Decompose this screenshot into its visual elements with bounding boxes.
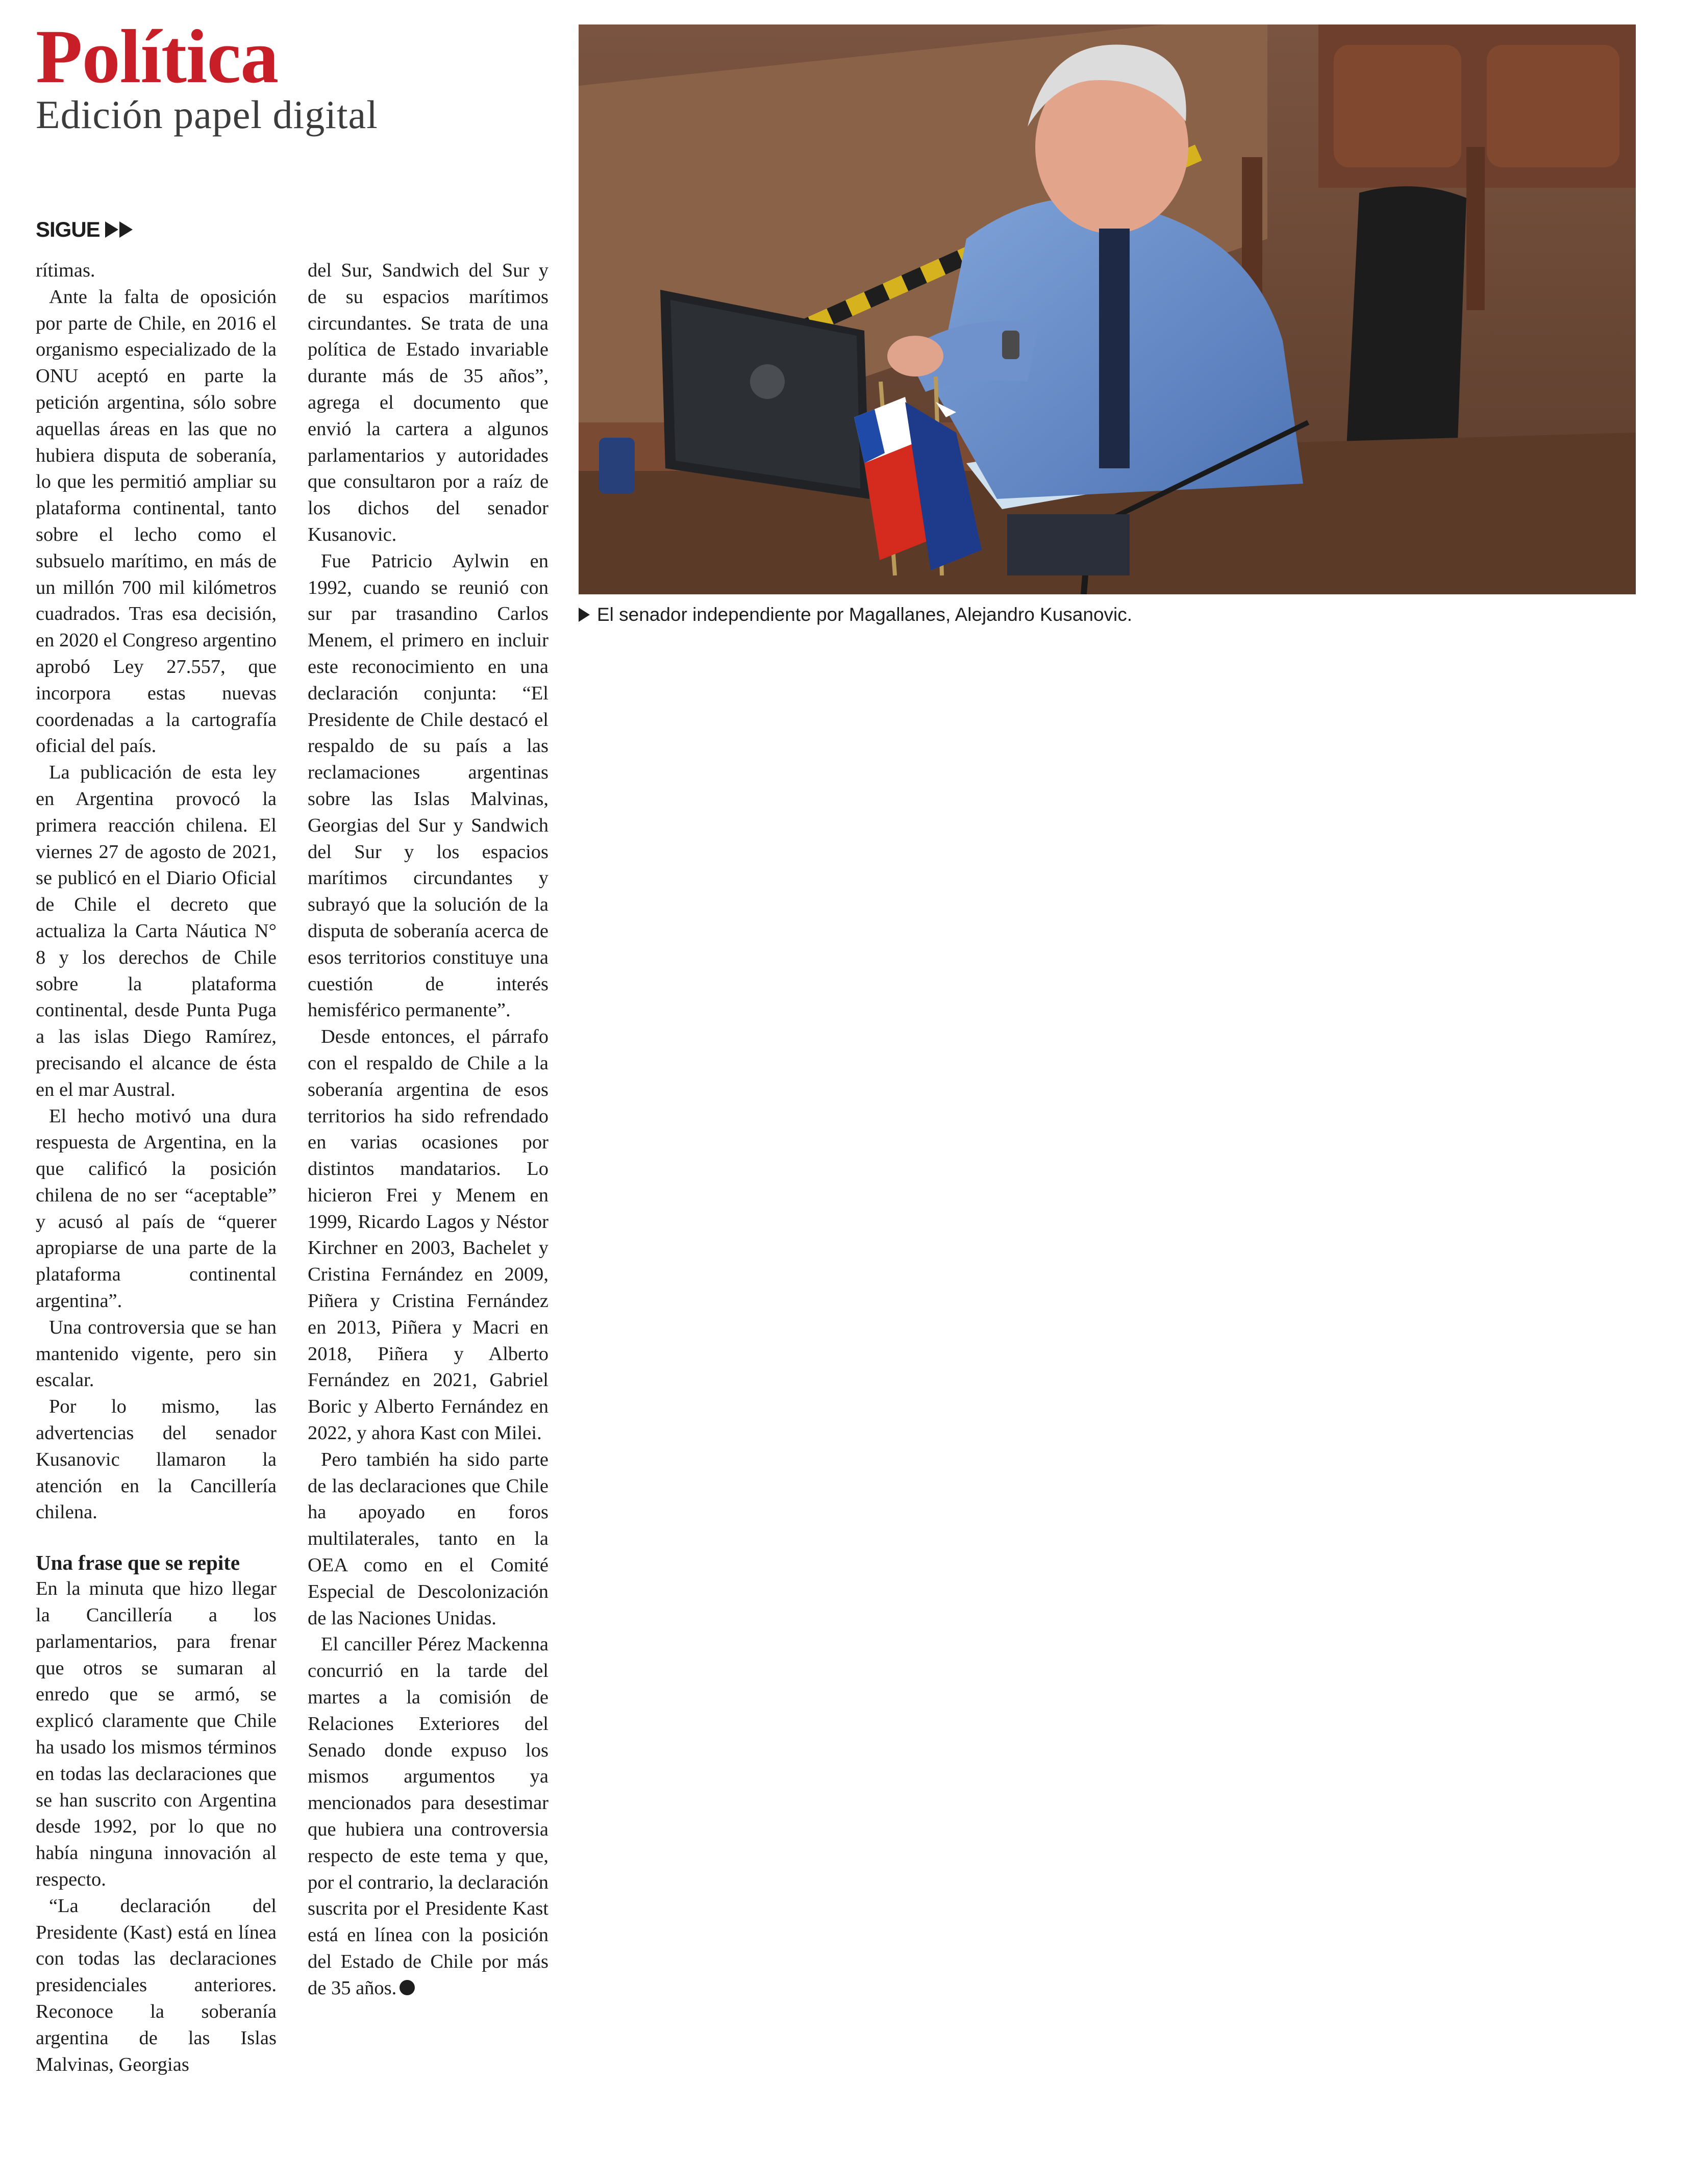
section-title: Política [36,14,279,99]
double-arrow-icon [105,221,133,238]
paragraph-final [308,1631,548,2001]
paragraph: Pero también ha sido parte de las declaraciones que Chile ha apoyado en foros multilaterales, tanto en la OEA como en el Comité Especial de Descolonización de las Naciones Unidas. [308,1448,548,1629]
photo-illustration [579,24,1636,594]
paragraph: del Sur, Sandwich del Sur y de su espacios marítimos circundantes. Se trata de una política de Estado invariable durante más de 35 años”, agrega el documento que envió la cartera a algunos parlamentarios y autoridades que consultaron por a raíz de los dichos del senador Kusanovic. [308,260,548,545]
paragraph: Por lo mismo, las advertencias del senador Kusanovic llamaron la atención en la Cancillería chilena. [36,1396,277,1523]
article-column-1 [36,258,277,2078]
paragraph: La publicación de esta ley en Argentina provocó la primera reacción chilena. El viernes 27 de agosto de 2021, se publicó en el Diario Oficial de Chile el decreto que actualiza la Carta Náutica N° 8 y los derechos de Chile sobre la plataforma continental, desde Punta Puga a las islas Diego Ramírez, precisando el alcance de ésta en el mar Austral. [36,762,277,1100]
paragraph: “La declaración del Presidente (Kast) está en línea con todas las declaraciones presidenciales anteriores. Reconoce la soberanía argentina de las Islas Malvinas, Georgias [36,1895,277,2075]
paragraph: En la minuta que hizo llegar la Cancillería a los parlamentarios, para frenar que otros se sumaran al enredo que se armó, se explicó claramente que Chile ha usado los mismos términos en todas las declaraciones que se han suscrito con Argentina desde 1992, por lo que no había ninguna innovación al respecto. [36,1578,277,1891]
article-column-2 [308,258,548,2002]
caption-text: El senador independiente por Magallanes, Alejandro Kusanovic. [597,604,1133,625]
end-of-article-icon [400,1980,415,1995]
paragraph: Ante la falta de oposición por parte de Chile, en 2016 el organismo especializado de la ONU aceptó en parte la petición argentina, sólo sobre aquellas áreas en las que no hubiera disputa de soberanía, lo que les permitió ampliar su plataforma continental, tanto sobre el lecho como el subsuelo marítimo, en más de un millón 700 mil kilómetros cuadrados. Tras esa decisión, en 2020 el Congreso argentino aprobó Ley 27.557, que incorpora estas nuevas coordenadas a la cartografía oficial del país. [36,286,277,757]
photo-caption [579,602,1132,627]
paragraph-text: El canciller Pérez Mackenna concurrió en la tarde del martes a la comisión de Relaciones Exteriores del Senado donde expuso los mismos argumentos ya mencionados para desestimar que hubiera una controversia respecto de este tema y que, por el contrario, la declaración suscrita por el Presidente Kast está en línea con la posición del Estado de Chile por más de 35 años. [308,1634,548,1999]
continued-label: SIGUE [36,217,100,241]
paragraph: Una controversia que se han mantenido vigente, pero sin escalar. [36,1316,277,1391]
paragraph: Fue Patricio Aylwin en 1992, cuando se reunió con sur par trasandino Carlos Menem, el primero en incluir este reconocimiento en una declaración conjunta: “El Presidente de Chile destacó el respaldo de su país a las reclamaciones argentinas sobre las Islas Malvinas, Georgias del Sur y Sandwich del Sur y los espacios marítimos circundantes y subrayó que la solución de la disputa de soberanía acerca de esos territorios constituye una cuestión de interés hemisférico permanente”. [308,550,548,1021]
article-photo [579,24,1636,594]
continued-marker [36,217,133,242]
subheading: Una frase que se repite [36,1551,240,1575]
paragraph: rítimas. [36,260,95,281]
paragraph: Desde entonces, el párrafo con el respaldo de Chile a la soberanía argentina de esos territorios ha sido refrendado en varias ocasiones por distintos mandatarios. Lo hicieron Frei y Menem en 1999, Ricardo Lagos y Néstor Kirchner en 2003, Bachelet y Cristina Fernández en 2009, Piñera y Cristina Fernández en 2013, Piñera y Macri en 2018, Piñera y Alberto Fernández en 2021, Gabriel Boric y Alberto Fernández en 2022, y ahora Kast con Milei. [308,1026,548,1444]
paragraph: El hecho motivó una dura respuesta de Argentina, en la que calificó la posición chilena de no ser “aceptable” y acusó al país de “querer apropiarse de una parte de la plataforma continental argentina”. [36,1105,277,1312]
caption-arrow-icon [579,608,590,622]
edition-subtitle: Edición papel digital [36,92,378,137]
